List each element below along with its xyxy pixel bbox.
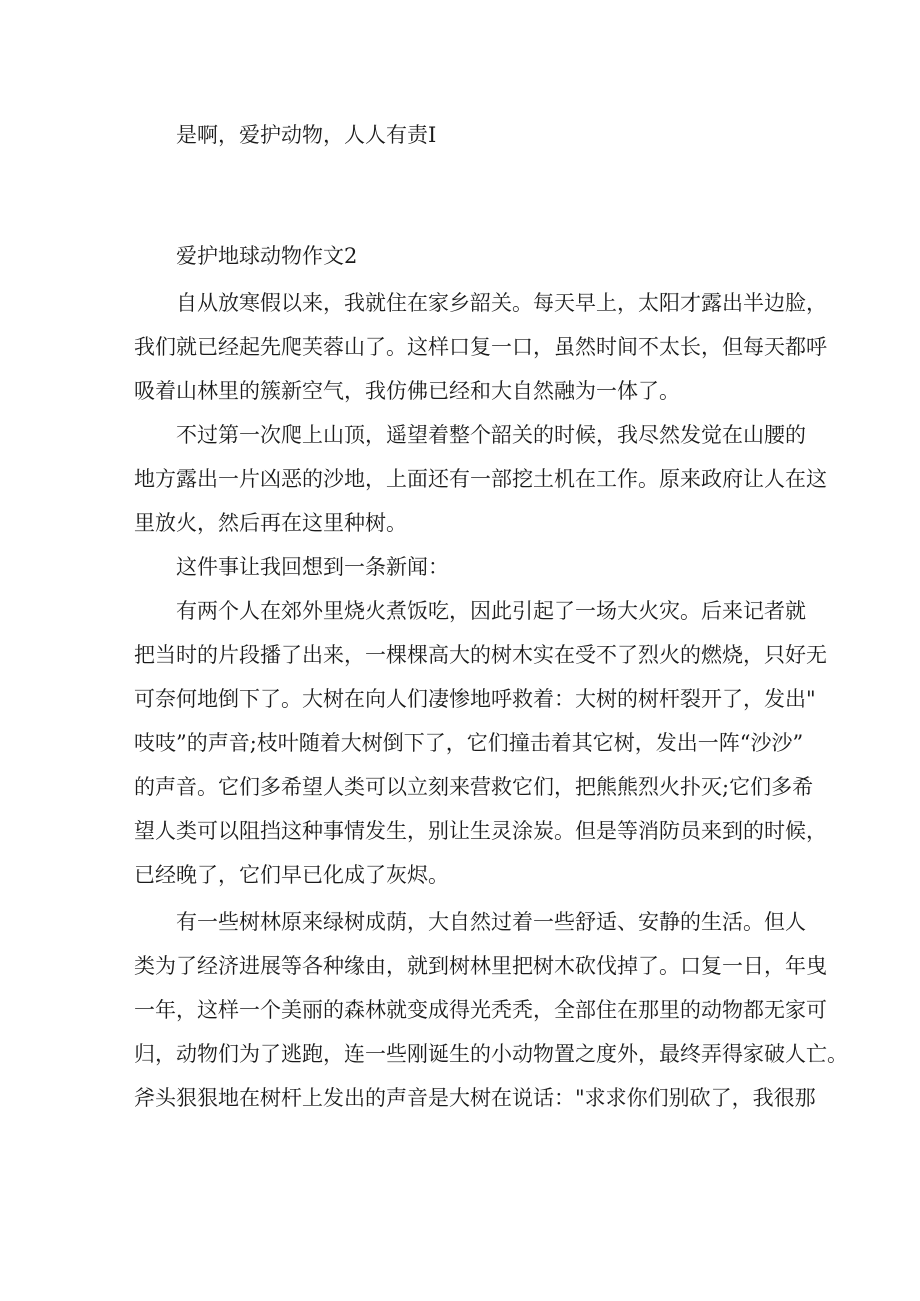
paragraph-5-line-4: 归，动物们为了逃跑，连一些刚诞生的小动物置之度外，最终弄得家破人亡。 bbox=[134, 1042, 848, 1066]
paragraph-2-line-1: 不过第一次爬上山顶，遥望着整个韶关的时候，我尽然发觉在山腰的 bbox=[176, 423, 806, 447]
paragraph-1-line-2: 我们就已经起先爬芙蓉山了。这样口复一口，虽然时间不太长，但每天都呼 bbox=[134, 335, 827, 359]
paragraph-2-line-2: 地方露出一片凶恶的沙地，上面还有一部挖土机在工作。原来政府让人在这 bbox=[134, 467, 827, 491]
essay-title: 爱护地球动物作文2 bbox=[176, 244, 358, 268]
paragraph-4-line-4: 吱吱”的声音;枝叶随着大树倒下了，它们撞击着其它树，发出一阵“沙沙” bbox=[134, 731, 804, 755]
paragraph-1-line-3: 吸着山林里的簇新空气，我仿佛已经和大自然融为一体了。 bbox=[134, 379, 680, 403]
paragraph-5-line-5: 斧头狠狠地在树杆上发出的声音是大树在说话："求求你们别砍了，我很那 bbox=[134, 1086, 816, 1110]
paragraph-2-line-3: 里放火，然后再在这里种树。 bbox=[134, 511, 407, 535]
paragraph-5-line-2: 类为了经济进展等各种缘由，就到树林里把树木砍伐掉了。口复一日，年曳 bbox=[134, 954, 827, 978]
paragraph-4-line-5: 的声音。它们多希望人类可以立刻来营救它们，把熊熊烈火扑灭;它们多希 bbox=[134, 775, 814, 799]
paragraph-3-line-1: 这件事让我回想到一条新闻： bbox=[176, 555, 449, 579]
paragraph-5-line-1: 有一些树林原来绿树成荫，大自然过着一些舒适、安静的生活。但人 bbox=[176, 910, 806, 934]
paragraph-5-line-3: 一年，这样一个美丽的森林就变成得光秃秃，全部住在那里的动物都无家可 bbox=[134, 998, 827, 1022]
paragraph-4-line-3: 可奈何地倒下了。大树在向人们凄惨地呼救着：大树的树杆裂开了，发出" bbox=[134, 687, 816, 711]
paragraph-4-line-6: 望人类可以阻挡这种事情发生，别让生灵涂炭。但是等消防员来到的时候， bbox=[134, 819, 827, 843]
paragraph-1-line-1: 自从放寒假以来，我就住在家乡韶关。每天早上，太阳才露出半边脸， bbox=[176, 291, 827, 315]
paragraph-4-line-1: 有两个人在郊外里烧火煮饭吃，因此引起了一场大火灾。后来记者就 bbox=[176, 599, 806, 623]
paragraph-4-line-2: 把当时的片段播了出来，一棵棵高大的树木实在受不了烈火的燃烧，只好无 bbox=[134, 643, 827, 667]
closing-line: 是啊，爱护动物，人人有责I bbox=[176, 123, 437, 147]
paragraph-4-line-7: 已经晚了，它们早已化成了灰烬。 bbox=[134, 863, 449, 887]
